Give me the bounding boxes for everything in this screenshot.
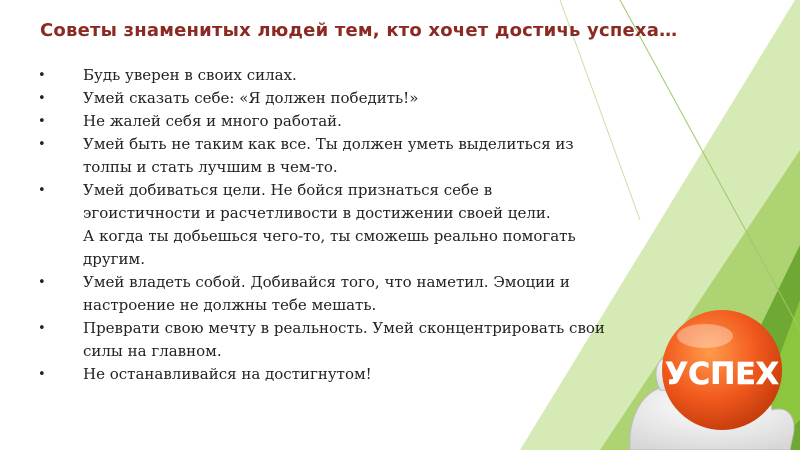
bullet-text-line: толпы и стать лучшим в чем-то. [83,158,338,176]
bullet-text-line: Не жалей себя и много работай. [83,112,342,130]
bullet-text-line: Умей сказать себе: «Я должен победить!» [83,89,419,107]
bullet-text-line: А когда ты добьешься чего-то, ты сможешь реально помогать [83,227,576,245]
bullet-text-line: силы на главном. [83,342,222,360]
ball-highlight [677,324,733,348]
bullet-text-line: Умей владеть собой. Добивайся того, что наметил. Эмоции и [83,273,570,291]
bullet-icon: • [38,114,46,129]
bullet-text-line: Будь уверен в своих силах. [83,66,297,84]
bullet-icon: • [38,137,46,152]
bullet-icon: • [38,91,46,106]
bullet-icon: • [38,367,46,382]
bullet-text-line: Умей быть не таким как все. Ты должен уметь выделиться из [83,135,574,153]
bullet-icon: • [38,68,46,83]
slide-title: Советы знаменитых людей тем, кто хочет достичь успеха… [40,20,678,41]
bullet-text-line: Преврати свою мечту в реальность. Умей сконцентрировать свои [83,319,605,337]
bullet-text-line: Умей добиваться цели. Не бойся признаться себе в [83,181,493,199]
bullet-text-line: настроение не должны тебе мешать. [83,296,377,314]
badge-text: УСПЕХ [665,357,779,392]
bullet-icon: • [38,183,46,198]
bullet-text-line: эгоистичности и расчетливости в достижении своей цели. [83,204,551,222]
bullet-icon: • [38,275,46,290]
bullet-icon: • [38,321,46,336]
bullet-text-line: другим. [83,250,145,268]
bullet-text-line: Не останавливайся на достигнутом! [83,365,372,383]
